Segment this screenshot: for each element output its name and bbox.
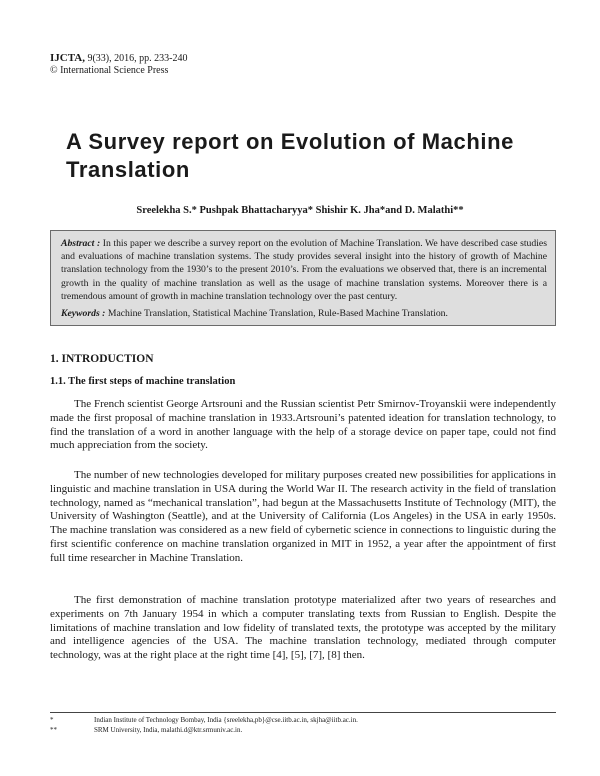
paper-title: A Survey report on Evolution of Machine Translation (66, 129, 514, 182)
footnote-2 (50, 726, 556, 735)
footnote-divider (50, 712, 556, 713)
abstract-label: Abstract : (61, 238, 101, 249)
body-paragraph-2: The number of new technologies developed for military purposes created new possibilities for applications in linguistic and machine translation in USA during the World War II. The research activity in the field of translation technology, named as “mechanical translation”, had begun at the Massachusetts Institute of Technology (MIT), the University of Washington (Seattle), and at the University of California (Los Angeles) in the USA in early 1950s. The machine translation was considered as a new field of cybernetic science in connections to linguistic during the first scientific conference on machine translation organized in MIT in 1952, a year after the appointment of first full time researcher in Machine Translation. (50, 469, 556, 564)
abstract-text: In this paper we describe a survey report on the evolution of Machine Translation. We have described case studies and evaluations of machine translation systems. The study provides several insight into the history of growth of Machine translation technology from the 1930’s to the present 2010’s. From the evaluations we observed that, there is an incremental growth in the quality of machine translation as well as the usage of machine translation systems. Moreover there is a tremendous amount of growth in machine translation technology over the past century. (61, 238, 547, 302)
body-paragraph-1: The French scientist George Artsrouni and the Russian scientist Petr Smirnov-Troyanskii were independently made the first proposal of machine translation in 1933.Artsrouni’s patented ideation for translation technology, to find the translation of a word in another language with the help of a storage device on paper tape, could not find much appreciation from the society. (50, 398, 556, 452)
body-paragraph-3: The first demonstration of machine translation prototype materialized after two years of researches and experiments on 7th January 1954 in which a computer translating texts from Russian to English. Despite the limitations of machine translation and low fidelity of translated texts, the prototype was accepted by the military and intelligence agencies of the USA. The machine translation technology, mediated through computer technology, was at the right place at the right time [4], [5], [7], [8] then. (50, 594, 556, 662)
keywords-label: Keywords : (61, 308, 106, 320)
footnote-mark: ** (50, 726, 57, 734)
keywords-text: Machine Translation, Statistical Machine Translation, Rule-Based Machine Translation. (105, 308, 448, 320)
footnote-text: SRM University, India, malathi.d@ktr.srmuniv.ac.in. (94, 726, 243, 734)
subsection-heading-first-steps: 1.1. The first steps of machine translation (50, 376, 236, 387)
abstract-box (50, 230, 556, 326)
copyright-line: © International Science Press (50, 65, 169, 76)
section-heading-introduction: 1. INTRODUCTION (50, 353, 154, 365)
footnote-text: Indian Institute of Technology Bombay, India {sreelekha,pb}@cse.iitb.ac.in, skjha@iitb.ac.in. (94, 716, 358, 724)
footnote-mark: * (50, 716, 54, 724)
journal-citation: 9(33), 2016, pp. 233-240 (84, 53, 188, 64)
journal-abbr: IJCTA, (50, 52, 85, 64)
abstract-paragraph (61, 237, 547, 303)
journal-header (50, 52, 187, 77)
keywords-paragraph (61, 307, 547, 320)
author-list: Sreelekha S.* Pushpak Bhattacharyya* Shishir K. Jha*and D. Malathi** (136, 205, 464, 216)
footnote-1 (50, 716, 556, 725)
